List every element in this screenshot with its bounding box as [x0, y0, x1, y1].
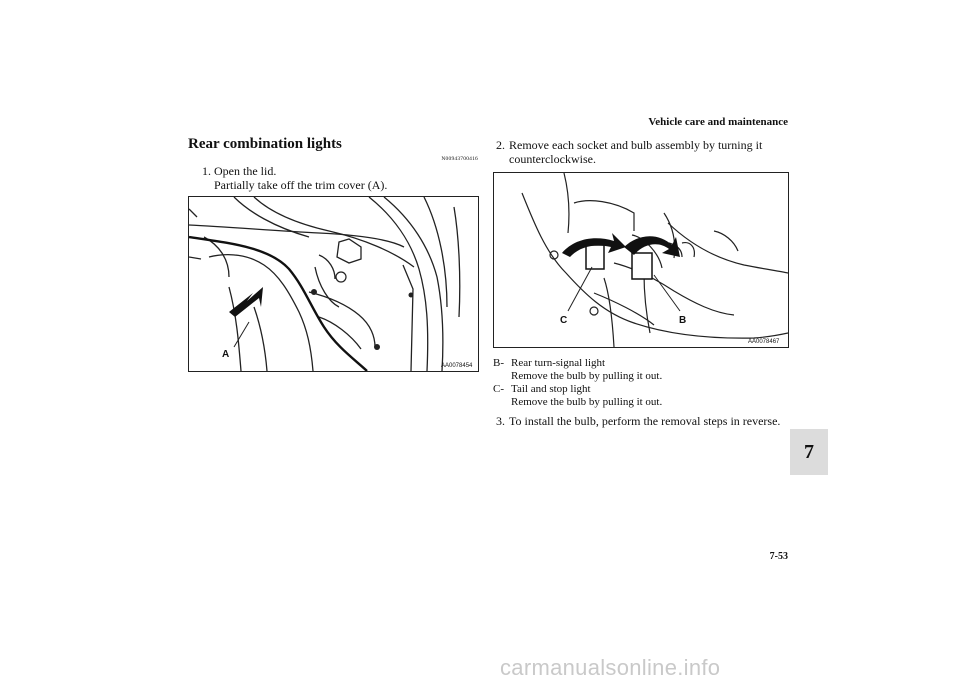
legend-desc-c: Remove the bulb by pulling it out. [511, 396, 663, 408]
doc-code: N00943700416 [441, 156, 478, 162]
step1-text-line1: Open the lid. [214, 164, 277, 178]
callout-b: B [679, 315, 687, 326]
legend-key-b: B- [493, 357, 504, 369]
figure-code-right: AA0078467 [748, 339, 780, 345]
trim-cover-figure [188, 196, 479, 372]
legend-key-c: C- [493, 383, 504, 395]
step1-text-line2: Partially take off the trim cover (A). [214, 178, 388, 192]
page-title: Rear combination lights [188, 136, 342, 152]
section-header: Vehicle care and maintenance [648, 116, 788, 128]
step2-text-line2: counterclockwise. [509, 152, 596, 166]
chapter-tab: 7 [790, 429, 828, 475]
step2-number: 2. [496, 138, 505, 152]
callout-c: C [560, 315, 568, 326]
page-number: 7-53 [769, 551, 788, 562]
socket-removal-illustration [494, 173, 788, 347]
step2-text-line1: Remove each socket and bulb assembly by turning it [509, 138, 763, 152]
step1-number: 1. [202, 164, 211, 178]
figure-code-left: AA0078454 [441, 363, 473, 369]
callout-a: A [222, 349, 230, 360]
watermark: carmanualsonline.info [500, 655, 721, 680]
trim-cover-illustration [189, 197, 478, 371]
step3-number: 3. [496, 414, 505, 428]
legend-desc-b: Remove the bulb by pulling it out. [511, 370, 663, 382]
socket-removal-figure [493, 172, 789, 348]
legend-label-c: Tail and stop light [511, 383, 591, 395]
legend-label-b: Rear turn-signal light [511, 357, 606, 369]
step3-text: To install the bulb, perform the removal steps in reverse. [509, 414, 781, 428]
